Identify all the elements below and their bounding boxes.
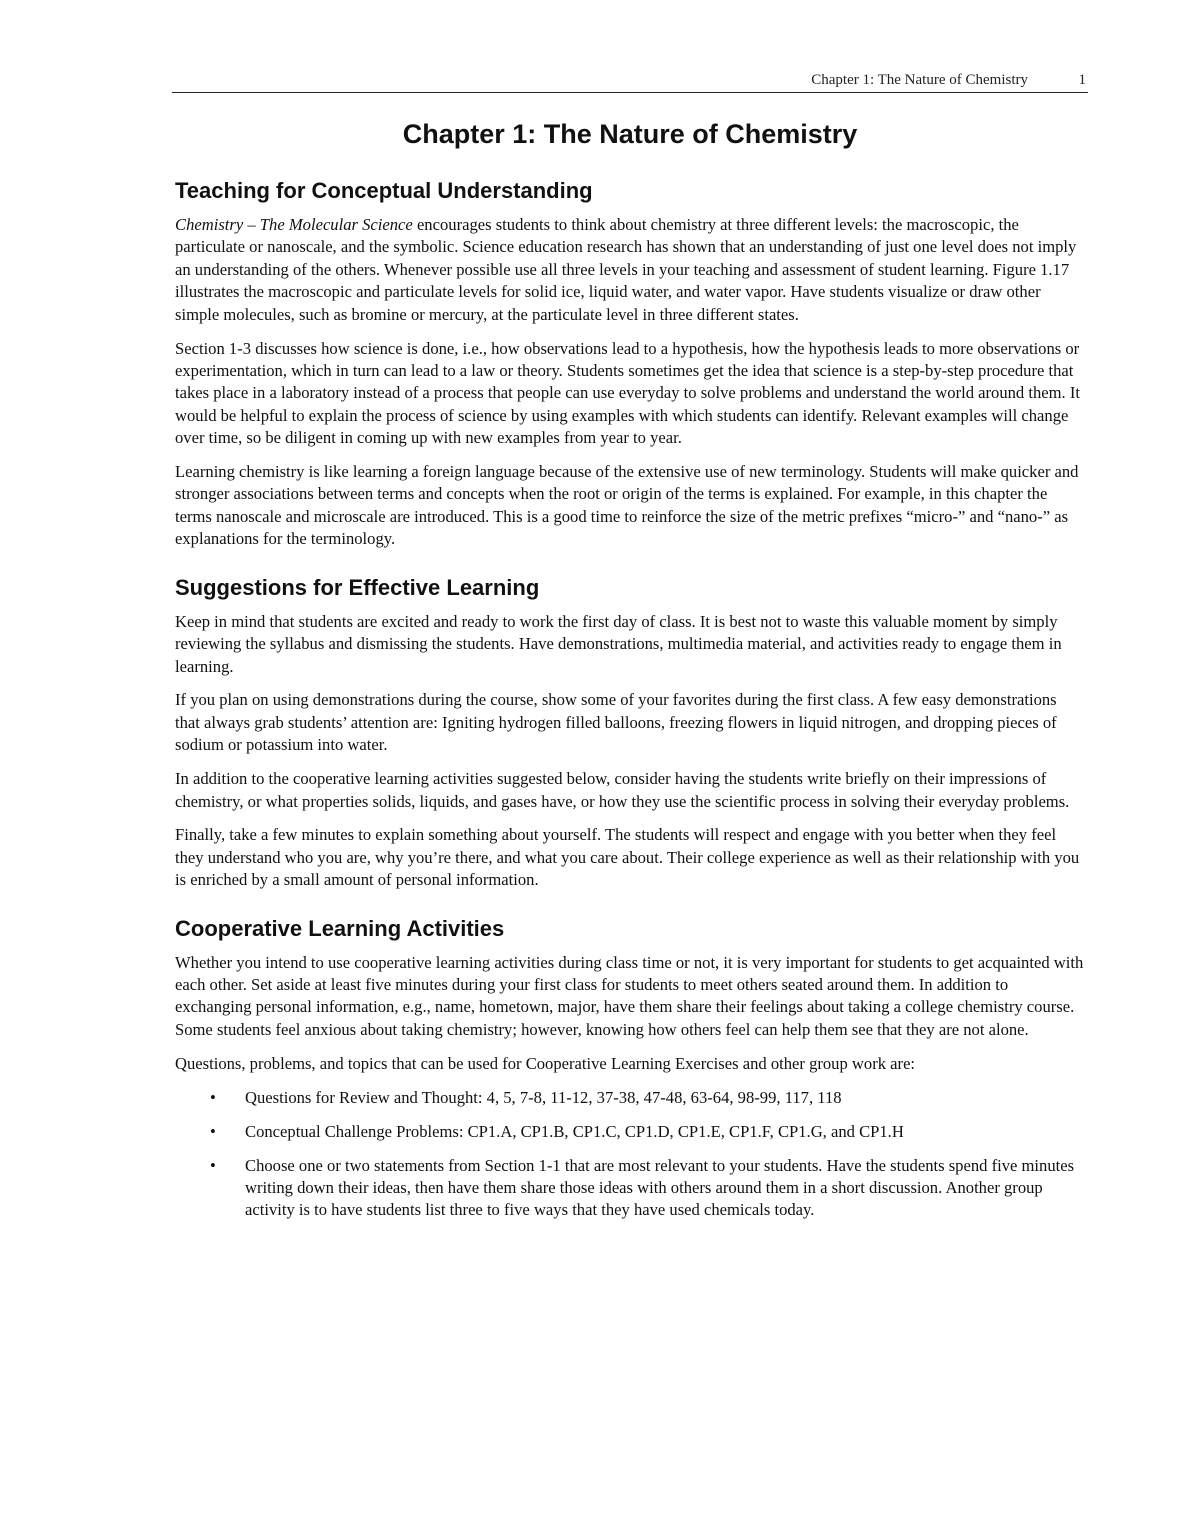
paragraph: Questions, problems, and topics that can be used for Cooperative Learning Exercises and other group work are: [175, 1053, 916, 1073]
paragraph [175, 214, 1085, 326]
list-item [175, 1087, 1085, 1109]
running-header [172, 72, 1088, 93]
section-cooperative-learning-activities [175, 914, 1085, 1222]
list-item [175, 1121, 1085, 1143]
section-heading: Cooperative Learning Activities [175, 915, 505, 941]
paragraph: If you plan on using demonstrations during the course, show some of your favorites during the first class. A few easy demonstrations that always grab students’ attention are: Igniting hydrogen filled balloons, freezing flowers in liquid nitrogen, and dropping pieces of sodium or potassium into water. [175, 690, 1057, 755]
paragraph: Section 1-3 discusses how science is done, i.e., how observations lead to a hypothesis, how the hypothesis leads to more observations or experimentation, which in turn can lead to a law or theory. Students sometimes get the idea that science is a step-by-step procedure that takes place in a laboratory instead of a process that people can use everyday to solve problems and understand the world around them. It would be helpful to explain the process of science by using examples with which students can identify. Relevant examples will change over time, so be diligent in coming up with new examples from year to year. [175, 338, 1080, 448]
section-suggestions-effective-learning [175, 573, 1085, 892]
document-body [175, 112, 1085, 1233]
section-teaching-conceptual-understanding [175, 176, 1085, 551]
bullet-icon: • [210, 1087, 216, 1107]
chapter-title: Chapter 1: The Nature of Chemistry [402, 119, 858, 149]
section-heading: Suggestions for Effective Learning [175, 574, 540, 600]
list-item [175, 1155, 1085, 1222]
list-item-text: Conceptual Challenge Problems: CP1.A, CP1.B, CP1.C, CP1.D, CP1.E, CP1.F, CP1.G, and CP1.H [245, 1121, 904, 1141]
list-item-text: Questions for Review and Thought: 4, 5, 7-8, 11-12, 37-38, 47-48, 63-64, 98-99, 117, 118 [245, 1087, 842, 1107]
book-title-italic: Chemistry – The Molecular Science [175, 215, 413, 234]
paragraph-text: encourages students to think about chemistry at three different levels: the macroscopic, the particulate or nanoscale, and the symbolic. Science education research has shown that an understanding of just one level does not imply an understanding of the others. Whenever possible use all three levels in your teaching and assessment of student learning. Figure 1.17 illustrates the macroscopic and particulate levels for solid ice, liquid water, and water vapor. Have students visualize or draw other simple molecules, such as bromine or mercury, at the particulate level in three different states. [175, 215, 1077, 324]
paragraph: In addition to the cooperative learning activities suggested below, consider having the students write briefly on their impressions of chemistry, or what properties solids, liquids, and gases have, or how they use the scientific process in solving their everyday problems. [175, 769, 1070, 811]
bullet-icon: • [210, 1121, 216, 1141]
section-heading: Teaching for Conceptual Understanding [175, 178, 593, 203]
activity-list [175, 1087, 1085, 1222]
paragraph: Whether you intend to use cooperative learning activities during class time or not, it is very important for students to get acquainted with each other. Set aside at least five minutes during your first class for students to meet others seated around them. In addition to exchanging personal information, e.g., name, hometown, major, have them share their feelings about taking a college chemistry course. Some students feel anxious about taking chemistry; however, knowing how others feel can help them see that they are not alone. [175, 952, 1084, 1039]
page-number: 1 [1078, 72, 1086, 88]
paragraph: Keep in mind that students are excited and ready to work the first day of class. It is best not to waste this valuable moment by simply reviewing the syllabus and dismissing the students. Have demonstrations, multimedia material, and activities ready to engage them in learning. [175, 611, 1062, 676]
paragraph: Finally, take a few minutes to explain something about yourself. The students will respect and engage with you better when they feel they understand who you are, why you’re there, and what you care about. Their college experience as well as their relationship with you is enriched by a small amount of personal information. [175, 825, 1080, 890]
running-header-title: Chapter 1: The Nature of Chemistry [811, 72, 1028, 88]
list-item-text: Choose one or two statements from Section 1-1 that are most relevant to your students. Have the students spend five minutes writing down their ideas, then have them share those ideas with others around them in a short discussion. Another group activity is to have students list three to five ways that they have used chemicals today. [245, 1155, 1075, 1220]
bullet-icon: • [210, 1155, 216, 1175]
paragraph: Learning chemistry is like learning a foreign language because of the extensive use of new terminology. Students will make quicker and stronger associations between terms and concepts when the root or origin of the terms is explained. For example, in this chapter the terms nanoscale and microscale are introduced. This is a good time to reinforce the size of the metric prefixes “micro-” and “nano-” as explanations for the terminology. [175, 462, 1079, 549]
